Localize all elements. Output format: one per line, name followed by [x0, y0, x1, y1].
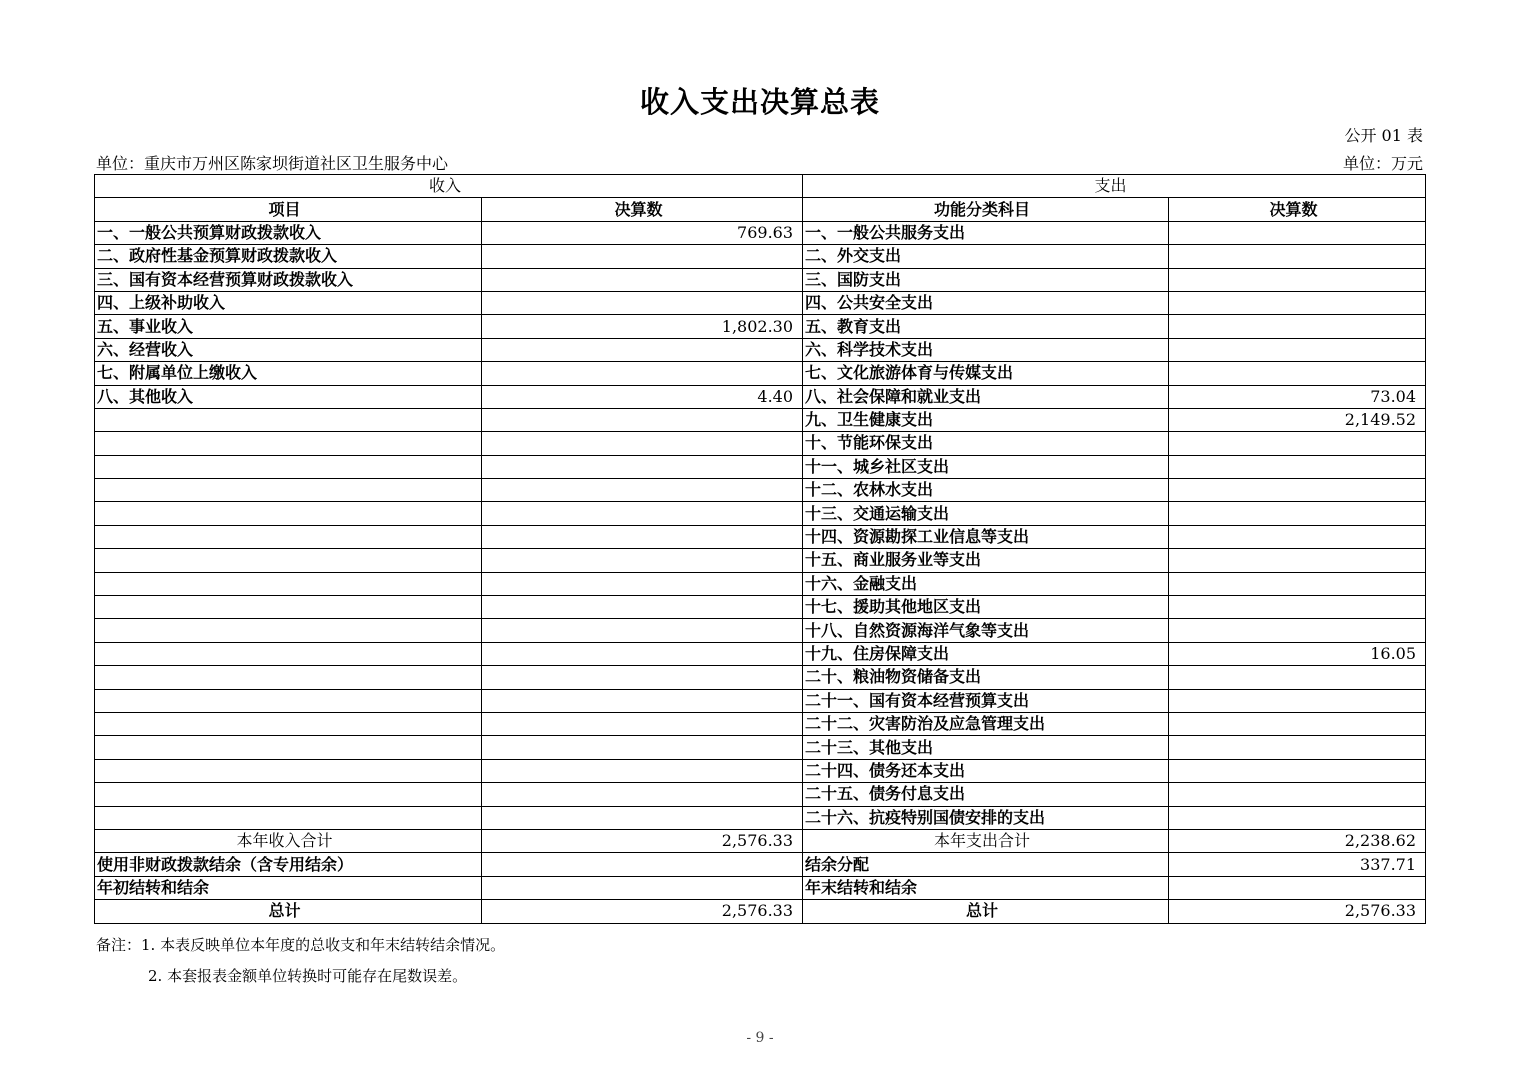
form-number: 公开 01 表	[1344, 126, 1423, 145]
expense-total-value: 2,576.33	[1169, 900, 1426, 923]
expense-item-label: 三、国防支出	[803, 268, 1169, 291]
income-item-value	[482, 479, 803, 502]
total-row	[95, 900, 1426, 923]
item-column-header: 项目	[95, 198, 482, 221]
table-row	[95, 455, 1426, 478]
income-item-label: 三、国有资本经营预算财政拨款收入	[95, 268, 482, 291]
expense-subtotal-value: 2,238.62	[1169, 829, 1426, 852]
table-row	[95, 385, 1426, 408]
currency-unit: 单位：万元	[1342, 154, 1423, 173]
income-item-value	[482, 783, 803, 806]
income-item-label	[95, 432, 482, 455]
expense-item-value	[1169, 338, 1426, 361]
balance-distribution-label: 结余分配	[803, 853, 1169, 876]
expense-item-label: 十四、资源勘探工业信息等支出	[803, 525, 1169, 548]
expense-item-value	[1169, 479, 1426, 502]
expense-item-value	[1169, 549, 1426, 572]
expense-item-label: 二十一、国有资本经营预算支出	[803, 689, 1169, 712]
expense-item-label: 四、公共安全支出	[803, 291, 1169, 314]
table-row	[95, 432, 1426, 455]
expense-item-label: 十六、金融支出	[803, 572, 1169, 595]
balance-row	[95, 853, 1426, 876]
expense-item-value	[1169, 736, 1426, 759]
income-item-label: 七、附属单位上缴收入	[95, 362, 482, 385]
opening-carryover-value	[482, 876, 803, 899]
expense-item-value	[1169, 666, 1426, 689]
column-header-row	[95, 198, 1426, 221]
expense-item-label: 七、文化旅游体育与传媒支出	[803, 362, 1169, 385]
table-row	[95, 759, 1426, 782]
income-total-value: 2,576.33	[482, 900, 803, 923]
expense-item-value	[1169, 619, 1426, 642]
table-row	[95, 408, 1426, 431]
expense-item-value	[1169, 502, 1426, 525]
income-item-label: 一、一般公共预算财政拨款收入	[95, 221, 482, 244]
expense-item-value	[1169, 572, 1426, 595]
income-item-label	[95, 783, 482, 806]
income-item-value	[482, 596, 803, 619]
income-item-label	[95, 806, 482, 829]
expense-item-label: 二十、粮油物资储备支出	[803, 666, 1169, 689]
table-row	[95, 315, 1426, 338]
table-row	[95, 783, 1426, 806]
page-title: 收入支出决算总表	[639, 85, 880, 119]
income-section-header: 收入	[95, 175, 803, 198]
income-item-value	[482, 549, 803, 572]
expense-item-value	[1169, 315, 1426, 338]
income-item-value	[482, 245, 803, 268]
income-item-value	[482, 268, 803, 291]
income-item-label	[95, 408, 482, 431]
expense-item-label: 二、外交支出	[803, 245, 1169, 268]
income-item-label: 二、政府性基金预算财政拨款收入	[95, 245, 482, 268]
expense-item-value	[1169, 245, 1426, 268]
table-row	[95, 525, 1426, 548]
income-item-label: 八、其他收入	[95, 385, 482, 408]
income-item-label	[95, 455, 482, 478]
table-row	[95, 642, 1426, 665]
income-item-value	[482, 689, 803, 712]
table-row	[95, 806, 1426, 829]
income-item-value	[482, 408, 803, 431]
table-row	[95, 268, 1426, 291]
expense-item-label: 十五、商业服务业等支出	[803, 549, 1169, 572]
income-item-label	[95, 736, 482, 759]
expense-item-value	[1169, 806, 1426, 829]
expense-item-label: 八、社会保障和就业支出	[803, 385, 1169, 408]
income-item-label: 五、事业收入	[95, 315, 482, 338]
income-item-value	[482, 572, 803, 595]
income-expense-table	[94, 174, 1426, 924]
expense-item-label: 五、教育支出	[803, 315, 1169, 338]
table-row	[95, 549, 1426, 572]
opening-carryover-label: 年初结转和结余	[95, 876, 482, 899]
expense-item-label: 十三、交通运输支出	[803, 502, 1169, 525]
closing-carryover-label: 年末结转和结余	[803, 876, 1169, 899]
table-row	[95, 736, 1426, 759]
expense-item-value	[1169, 455, 1426, 478]
expense-item-value	[1169, 689, 1426, 712]
expense-item-label: 二十六、抗疫特别国债安排的支出	[803, 806, 1169, 829]
income-item-label	[95, 666, 482, 689]
closing-carryover-value	[1169, 876, 1426, 899]
income-item-value	[482, 642, 803, 665]
table-row	[95, 362, 1426, 385]
expense-item-value	[1169, 268, 1426, 291]
reporting-unit: 单位：重庆市万州区陈家坝街道社区卫生服务中心	[96, 154, 449, 173]
income-subtotal-value: 2,576.33	[482, 829, 803, 852]
balance-distribution-value: 337.71	[1169, 853, 1426, 876]
page-number: - 9 -	[746, 1030, 774, 1046]
table-row	[95, 245, 1426, 268]
income-item-label	[95, 689, 482, 712]
income-item-value	[482, 759, 803, 782]
income-item-value	[482, 338, 803, 361]
expense-item-label: 十、节能环保支出	[803, 432, 1169, 455]
expense-item-value: 16.05	[1169, 642, 1426, 665]
income-item-value	[482, 362, 803, 385]
expense-item-value: 2,149.52	[1169, 408, 1426, 431]
income-amount-column-header: 决算数	[482, 198, 803, 221]
income-item-label	[95, 525, 482, 548]
expense-item-value	[1169, 525, 1426, 548]
expense-section-header: 支出	[803, 175, 1426, 198]
income-item-label	[95, 549, 482, 572]
income-item-value	[482, 455, 803, 478]
income-item-label	[95, 572, 482, 595]
note-1: 备注：1. 本表反映单位本年度的总收支和年末结转结余情况。	[96, 936, 506, 954]
expense-item-label: 十七、援助其他地区支出	[803, 596, 1169, 619]
expense-item-label: 二十三、其他支出	[803, 736, 1169, 759]
income-item-value	[482, 736, 803, 759]
income-item-value	[482, 806, 803, 829]
table-row	[95, 619, 1426, 642]
expense-item-label: 一、一般公共服务支出	[803, 221, 1169, 244]
expense-item-label: 十一、城乡社区支出	[803, 455, 1169, 478]
income-item-value	[482, 712, 803, 735]
expense-subtotal-label: 本年支出合计	[803, 829, 1169, 852]
income-item-label	[95, 712, 482, 735]
table-row	[95, 479, 1426, 502]
income-item-value	[482, 502, 803, 525]
income-item-label	[95, 596, 482, 619]
expense-amount-column-header: 决算数	[1169, 198, 1426, 221]
expense-item-label: 二十五、债务付息支出	[803, 783, 1169, 806]
expense-item-label: 二十二、灾害防治及应急管理支出	[803, 712, 1169, 735]
table-row	[95, 689, 1426, 712]
expense-item-value	[1169, 783, 1426, 806]
note-2: 2. 本套报表金额单位转换时可能存在尾数误差。	[148, 967, 468, 985]
expense-item-value: 73.04	[1169, 385, 1426, 408]
income-item-value: 769.63	[482, 221, 803, 244]
expense-item-value	[1169, 432, 1426, 455]
income-item-value	[482, 525, 803, 548]
table-row	[95, 221, 1426, 244]
table-row	[95, 572, 1426, 595]
income-item-label: 四、上级补助收入	[95, 291, 482, 314]
expense-item-label: 十九、住房保障支出	[803, 642, 1169, 665]
income-subtotal-label: 本年收入合计	[95, 829, 482, 852]
income-item-value: 1,802.30	[482, 315, 803, 338]
expense-item-label: 十二、农林水支出	[803, 479, 1169, 502]
income-item-label	[95, 619, 482, 642]
income-item-label	[95, 642, 482, 665]
expense-item-value	[1169, 759, 1426, 782]
income-item-value	[482, 666, 803, 689]
expense-item-value	[1169, 291, 1426, 314]
income-total-label: 总计	[95, 900, 482, 923]
income-item-label	[95, 502, 482, 525]
income-item-value	[482, 619, 803, 642]
income-item-value	[482, 432, 803, 455]
table-row	[95, 291, 1426, 314]
section-header-row	[95, 175, 1426, 198]
expense-item-label: 二十四、债务还本支出	[803, 759, 1169, 782]
non-fiscal-balance-value	[482, 853, 803, 876]
income-item-label	[95, 479, 482, 502]
expense-total-label: 总计	[803, 900, 1169, 923]
carryover-row	[95, 876, 1426, 899]
non-fiscal-balance-label: 使用非财政拨款结余（含专用结余）	[95, 853, 482, 876]
table-row	[95, 666, 1426, 689]
table-row	[95, 596, 1426, 619]
expense-item-value	[1169, 712, 1426, 735]
income-item-label: 六、经营收入	[95, 338, 482, 361]
income-item-label	[95, 759, 482, 782]
function-category-column-header: 功能分类科目	[803, 198, 1169, 221]
expense-item-label: 九、卫生健康支出	[803, 408, 1169, 431]
expense-item-value	[1169, 596, 1426, 619]
income-item-value	[482, 291, 803, 314]
table-row	[95, 338, 1426, 361]
expense-item-label: 六、科学技术支出	[803, 338, 1169, 361]
expense-item-value	[1169, 362, 1426, 385]
subtotal-row	[95, 829, 1426, 852]
expense-item-value	[1169, 221, 1426, 244]
table-row	[95, 712, 1426, 735]
income-item-value: 4.40	[482, 385, 803, 408]
expense-item-label: 十八、自然资源海洋气象等支出	[803, 619, 1169, 642]
table-row	[95, 502, 1426, 525]
